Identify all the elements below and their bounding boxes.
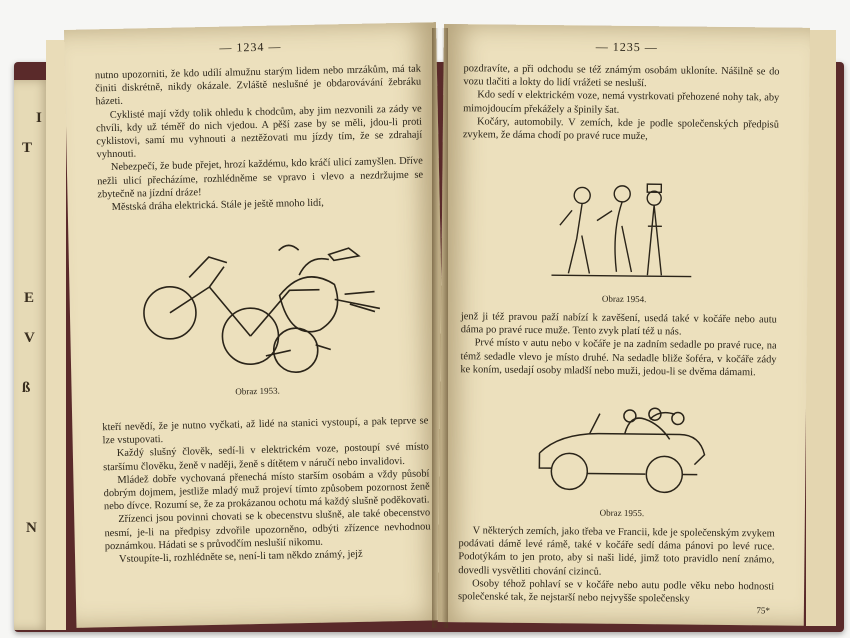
paragraph: Prvé místo v autu nebo v kočáře je na zadním sedadle po pravé ruce, na témž sedadle vlevo je místo druhé. Na sedadle bliže šoféra, v kočáře zády ke koním, usedají osoby mladší nebo muži, jedou-li se dvěma dámami. bbox=[460, 337, 777, 379]
paragraph: Kdo sedí v elektrickém voze, nemá vystrkovati přehozené nohy tak, aby mimojdoucím překážely a špinily šat. bbox=[463, 89, 780, 116]
figure-caption: Obraz 1955. bbox=[599, 507, 645, 519]
figure-caption: Obraz 1953. bbox=[235, 385, 280, 397]
figure-caption: Obraz 1954. bbox=[601, 293, 647, 305]
spine-mark: ß bbox=[22, 380, 31, 396]
page-number: — 1235 — bbox=[595, 39, 658, 55]
book-spine-pages bbox=[14, 80, 50, 630]
paragraph: Kočáry, automobily. V zemích, kde je podle společenských předpisů zvykem, že dáma chodí po pravé ruce muže, bbox=[462, 116, 780, 143]
text-block-middle bbox=[460, 310, 777, 379]
paragraph: Zřízenci jsou povinni chovati se k obecenstvu slušně, ale také obecenstvo nesmí, je-li na předpisy zdvořile upozorněno, odbýti zřízence nevhodnou poznámkou. Hádati se s průvodčím neslušií nikomu. bbox=[104, 507, 431, 553]
text-block-bottom bbox=[458, 524, 775, 607]
spine-mark: I bbox=[36, 110, 42, 126]
page-edge-left bbox=[46, 40, 66, 630]
spine-mark: E bbox=[24, 290, 35, 306]
spine-mark: V bbox=[24, 330, 35, 346]
paragraph: Městská dráha elektrická. Stále je ještě mnoho lidí, bbox=[111, 197, 324, 214]
paragraph: jenž ji též pravou paží nabízí k zavěšení, usedá také v kočáře nebo autu dáma po pravé ruce muže. Tento zvyk platí též u nás. bbox=[460, 311, 777, 338]
text-block-top bbox=[95, 63, 424, 215]
paragraph: Každý slušný člověk, sedí-li v elektrickém voze, postoupí své místo staršímu člověku, ženě v naději, ženě s dítětem v náručí nebo invalidovi. bbox=[103, 441, 429, 473]
paragraph: kteří nevědí, že je nutno vyčkati, až lidé na stanici vystoupí, a pak teprve se lze vstupovati. bbox=[102, 415, 429, 447]
page-edge-right bbox=[806, 30, 836, 626]
paragraph: pozdravíte, a při odchodu se též známým osobám ukloníte. Nášilně se do vozu tlačiti a lokty do lidí vrážeti se nesluší. bbox=[463, 63, 780, 90]
book-gutter bbox=[432, 28, 448, 628]
automobile-illustration bbox=[529, 393, 710, 505]
spine-mark: T bbox=[22, 140, 33, 156]
right-page bbox=[438, 24, 810, 626]
paragraph: Nebezpečí, že bude přejet, hrozí každému, kdo kráčí ulicí zamyšlen. Dříve nežli ulicí přecházíme, rozhlédněme se vpravo i vlevo a nezdržujme se zbytečně na jízdní dráze! bbox=[97, 155, 424, 201]
paragraph: Osoby téhož pohlaví se v kočáře nebo autu podle věku nebo hodnosti společenské tak, že nejstarší nebo nejvyšše společensky bbox=[457, 578, 775, 605]
left-page bbox=[64, 22, 448, 628]
paragraph: Vstoupíte-li, rozhlédněte se, není-li tam někdo známý, jejž bbox=[118, 548, 363, 565]
text-block-top bbox=[463, 62, 780, 145]
printer-signature: 75* bbox=[756, 605, 770, 616]
spine-mark: N bbox=[26, 520, 37, 536]
paragraph: nutno upozorniti, že kdo udílí almužnu starým lidem nebo mrzákům, má tak činiti diskrétně, nikdy okázale. Zvláště neslušné je obdarovávání žebráku házeti. bbox=[94, 63, 422, 108]
cyclist-collision-illustration bbox=[128, 223, 391, 378]
couple-walking-illustration bbox=[551, 165, 692, 286]
page-number: — 1234 — bbox=[219, 39, 282, 55]
paragraph: Mládež dobře vychovaná přenechá místo starším osobám a vždy působí dobrým dojmem, jestliže mladý muž projeví tímto způsobem pozornost ženě nebo dívce. Rozumí se, že za prokázanou ochotu má každý slušně poděkovati. bbox=[103, 468, 430, 513]
paragraph: V některých zemích, jako třeba ve Francii, kde je společenským zvykem podávati dámě levé rámě, také v kočáře sedí dáma pánovi po levé ruce. Podotýkám to jen proto, aby si naši lidé, jimž toto pravidlo není známo, dovedli vysvětliti chování cizinců. bbox=[458, 525, 775, 578]
text-block-bottom bbox=[102, 414, 431, 566]
paragraph: Cyklisté mají vždy tolik ohledu k chodcům, aby jim nezvonili za zády ve chvíli, kdy už téměř do nich vjedou. A pěší zase by se měli, jdou-li proti cyklistovi, samí mu vyhnouti a neztěžovati mu jízdy tím, že se zdrahají vyhnouti. bbox=[95, 103, 423, 161]
